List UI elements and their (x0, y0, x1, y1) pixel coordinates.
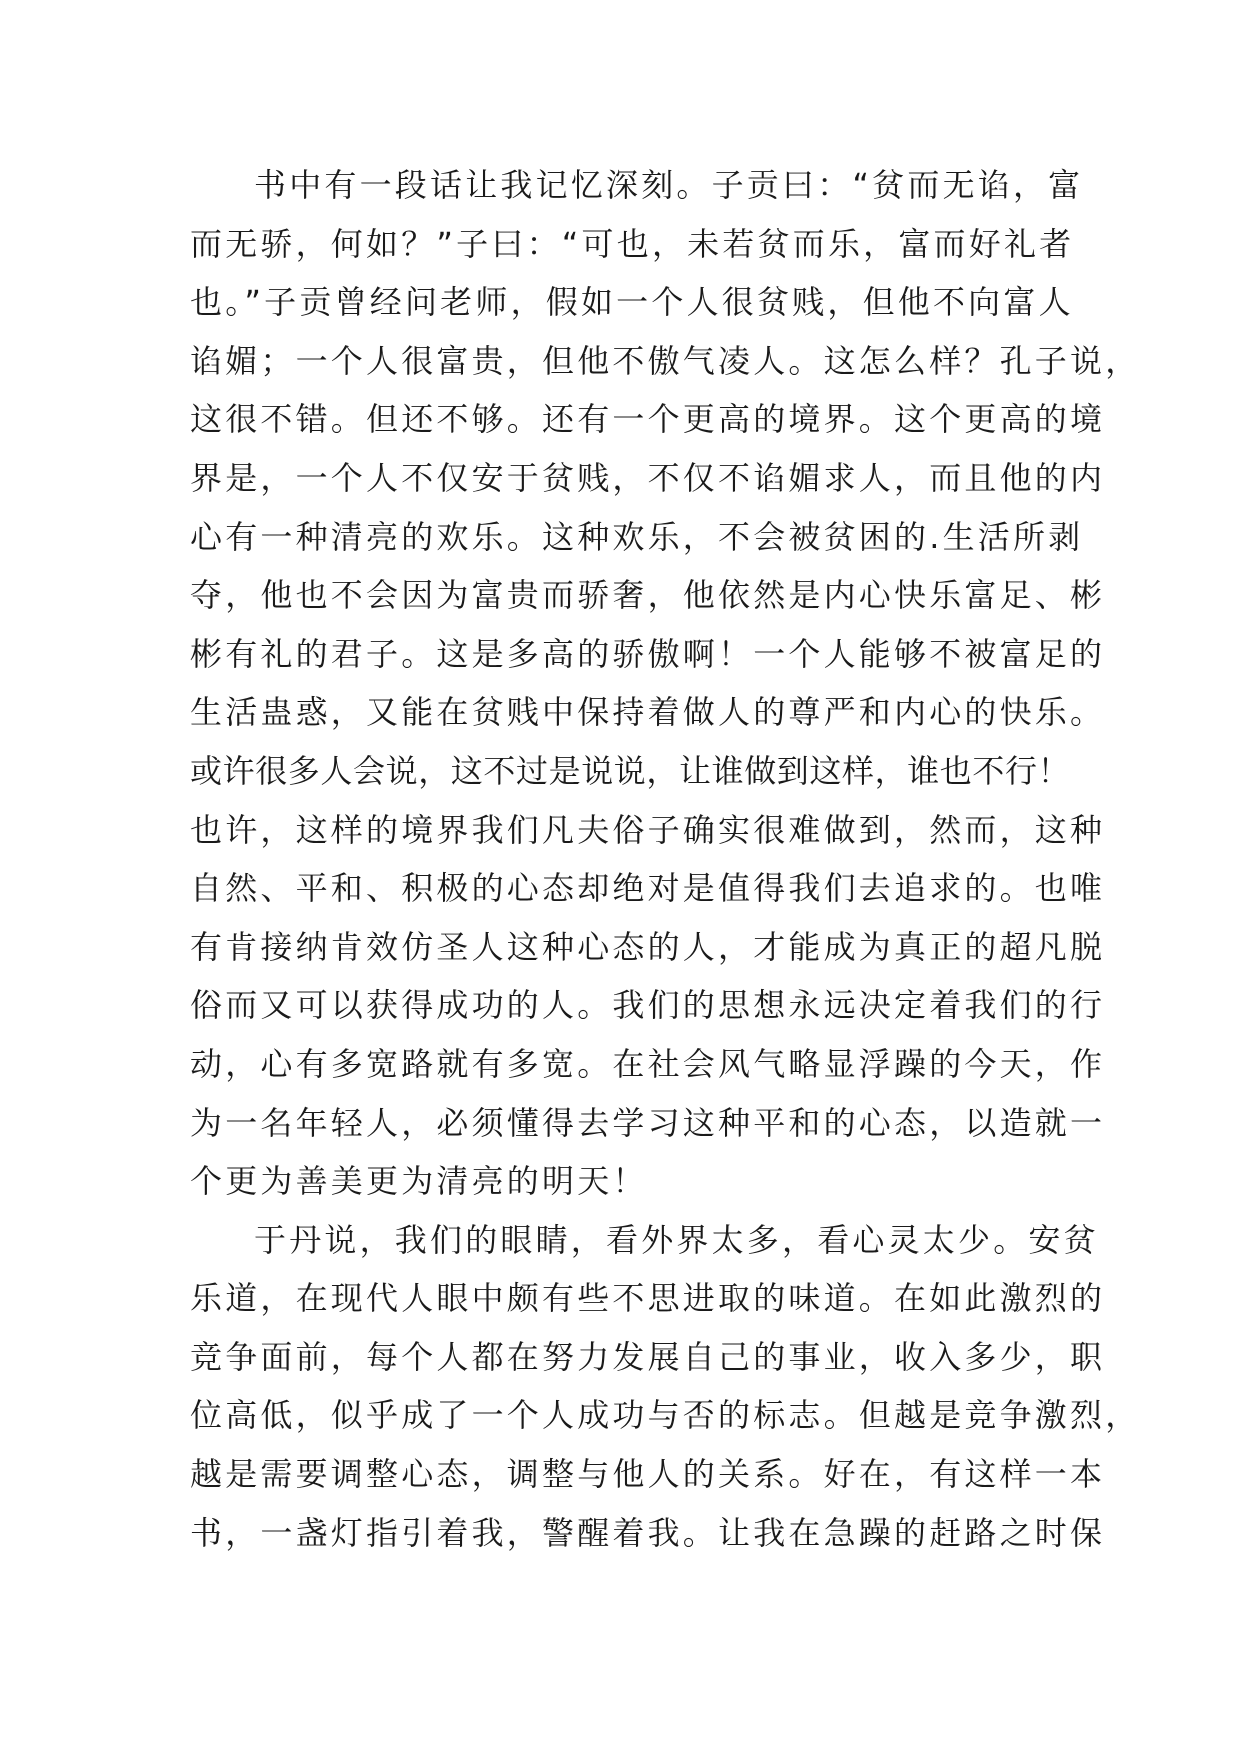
text-line: 书，一盏灯指引着我，警醒着我。让我在急躁的赶路之时保 (190, 1513, 1106, 1552)
text-line: 这很不错。但还不够。还有一个更高的境界。这个更高的境 (190, 400, 1106, 439)
text-line: 心有一种清亮的欢乐。这种欢乐，不会被贫困的.生活所剥 (190, 517, 1084, 556)
text-line: 书中有一段话让我记忆深刻。子贡曰：“贫而无谄，富 (254, 166, 1084, 204)
text-line: 动，心有多宽路就有多宽。在社会风气略显浮躁的今天，作 (190, 1044, 1106, 1083)
text-line: 自然、平和、积极的心态却绝对是值得我们去追求的。也唯 (190, 869, 1106, 908)
text-line: 个更为善美更为清亮的明天！ (190, 1162, 648, 1201)
text-line: 竞争面前，每个人都在努力发展自己的事业，收入多少，职 (190, 1337, 1106, 1376)
text-line: 生活蛊惑，又能在贫贱中保持着做人的尊严和内心的快乐。 (190, 693, 1106, 732)
text-line: 界是，一个人不仅安于贫贱，不仅不谄媚求人，而且他的内 (190, 458, 1106, 497)
text-line: 也。”子贡曾经问老师，假如一个人很贫贱，但他不向富人 (190, 283, 1074, 322)
text-line: 俗而又可以获得成功的人。我们的思想永远决定着我们的行 (190, 986, 1106, 1025)
text-line: 夺，他也不会因为富贵而骄奢，他依然是内心快乐富足、彬 (190, 576, 1106, 615)
text-line: 位高低，似乎成了一个人成功与否的标志。但越是竞争激烈， (190, 1396, 1141, 1435)
text-line: 谄媚；一个人很富贵，但他不傲气凌人。这怎么样？孔子说， (190, 341, 1141, 380)
text-line: 或许很多人会说，这不过是说说，让谁做到这样，谁也不行！ (190, 751, 1071, 790)
text-line: 也许，这样的境界我们凡夫俗子确实很难做到，然而，这种 (190, 810, 1106, 849)
text-line: 乐道，在现代人眼中颇有些不思进取的味道。在如此激烈的 (190, 1279, 1106, 1318)
text-line: 越是需要调整心态，调整与他人的关系。好在，有这样一本 (190, 1455, 1106, 1494)
text-line: 为一名年轻人，必须懂得去学习这种平和的心态，以造就一 (190, 1103, 1106, 1142)
body-text (190, 156, 1141, 1562)
text-line: 于丹说，我们的眼睛，看外界太多，看心灵太少。安贫 (254, 1220, 1099, 1259)
text-line: 彬有礼的君子。这是多高的骄傲啊！一个人能够不被富足的 (190, 634, 1106, 673)
text-line: 而无骄，何如？”子曰：“可也，未若贫而乐，富而好礼者 (190, 224, 1075, 263)
text-line: 有肯接纳肯效仿圣人这种心态的人，才能成为真正的超凡脱 (190, 927, 1106, 966)
